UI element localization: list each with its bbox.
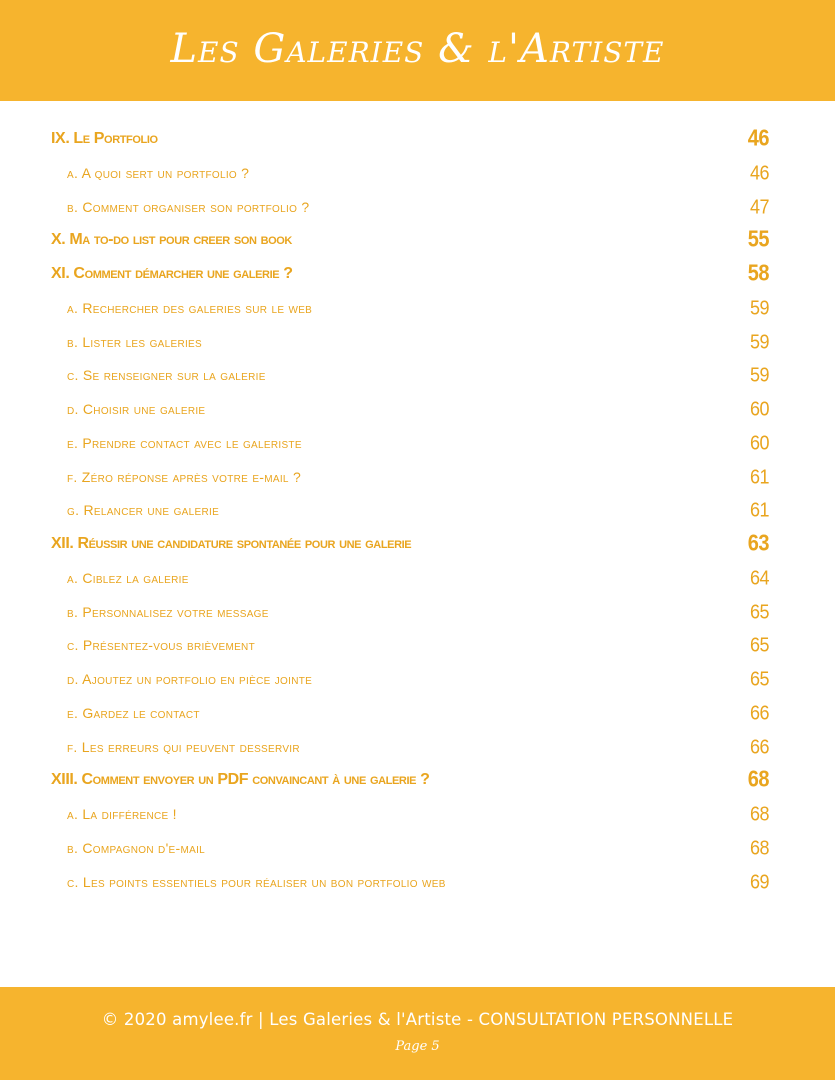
toc-entry-title: IX. Le Portfolio (51, 130, 158, 147)
toc-entry-page-number: 60 (749, 430, 769, 454)
toc-section-entry[interactable] (0, 462, 835, 492)
toc-entry-title: f. Zéro réponse après votre e-mail ? (67, 468, 302, 485)
toc-chapter-entry[interactable] (0, 529, 835, 559)
toc-entry-title: XII. Réussir une candidature spontanée pour une galerie (51, 535, 412, 552)
toc-entry-title: XIII. Comment envoyer un PDF convaincant à une galerie ? (51, 771, 430, 789)
toc-section-entry[interactable] (0, 799, 835, 829)
toc-entry-title: f. Les erreurs qui peuvent desservir (67, 738, 300, 755)
footer-page-number: Page 5 (395, 1039, 440, 1054)
toc-entry-page-number: 64 (749, 565, 769, 589)
page-header (0, 0, 835, 101)
toc-entry-page-number: 60 (749, 396, 769, 420)
toc-chapter-entry[interactable] (0, 765, 835, 795)
toc-entry-title: b. Comment organiser son portfolio ? (67, 198, 310, 215)
toc-entry-title: c. Présentez-vous brièvement (67, 637, 255, 654)
toc-entry-title: b. Personnalisez votre message (67, 603, 269, 620)
toc-entry-title: a. Rechercher des galeries sur le web (67, 299, 313, 316)
toc-entry-title: XI. Comment démarcher une galerie ? (51, 265, 293, 282)
page-footer (0, 987, 835, 1080)
toc-entry-title: b. Lister les galeries (67, 333, 202, 350)
toc-entry-page-number: 68 (749, 835, 769, 859)
toc-entry-title: d. Choisir une galerie (67, 401, 206, 417)
toc-section-entry[interactable] (0, 360, 835, 390)
page-title: Les Galeries & l'Artiste (170, 25, 665, 72)
toc-section-entry[interactable] (0, 158, 835, 188)
toc-entry-title: e. Gardez le contact (67, 704, 200, 721)
toc-section-entry[interactable] (0, 732, 835, 762)
toc-entry-title: a. Ciblez la galerie (67, 569, 189, 586)
toc-section-entry[interactable] (0, 563, 835, 593)
footer-copyright: © 2020 amylee.fr | Les Galeries & l'Artiste - CONSULTATION PERSONNELLE (101, 1010, 734, 1029)
toc-entry-title: c. Les points essentiels pour réaliser un bon portfolio web (67, 873, 446, 890)
toc-section-entry[interactable] (0, 293, 835, 323)
toc-entry-title: X. Ma to-do list pour creer son book (51, 231, 292, 249)
toc-entry-title: e. Prendre contact avec le galeriste (67, 434, 302, 451)
toc-entry-page-number: 65 (749, 666, 769, 690)
toc-entry-page-number: 61 (749, 498, 769, 522)
toc-chapter-entry[interactable] (0, 225, 835, 255)
toc-section-entry[interactable] (0, 597, 835, 627)
toc-entry-page-number: 68 (747, 767, 769, 793)
toc-section-entry[interactable] (0, 327, 835, 357)
toc-entry-page-number: 68 (749, 801, 769, 825)
toc-entry-page-number: 59 (749, 363, 769, 387)
toc-entry-page-number: 58 (747, 260, 769, 287)
toc-section-entry[interactable] (0, 428, 835, 458)
toc-entry-page-number: 69 (749, 869, 769, 893)
toc-chapter-entry[interactable] (0, 259, 835, 289)
toc-section-entry[interactable] (0, 698, 835, 728)
toc-section-entry[interactable] (0, 833, 835, 863)
toc-entry-title: a. A quoi sert un portfolio ? (67, 164, 250, 181)
toc-entry-page-number: 46 (747, 125, 769, 152)
toc-entry-page-number: 66 (749, 700, 769, 724)
toc-entry-page-number: 47 (749, 194, 769, 218)
toc-entry-title: d. Ajoutez un portfolio en pièce jointe (67, 671, 313, 687)
toc-section-entry[interactable] (0, 630, 835, 660)
toc-section-entry[interactable] (0, 192, 835, 222)
toc-section-entry[interactable] (0, 495, 835, 525)
toc-section-entry[interactable] (0, 867, 835, 897)
toc-entry-page-number: 65 (749, 599, 769, 623)
toc-entry-title: c. Se renseigner sur la galerie (67, 367, 266, 384)
toc-entry-page-number: 63 (747, 530, 769, 557)
toc-section-entry[interactable] (0, 664, 835, 694)
toc-section-entry[interactable] (0, 394, 835, 424)
toc-entry-page-number: 59 (749, 329, 769, 353)
toc-entry-title: g. Relancer une galerie (67, 502, 220, 519)
toc-entry-page-number: 55 (747, 227, 769, 253)
toc-entry-title: a. La différence ! (67, 806, 177, 822)
toc-entry-title: b. Compagnon d'e-mail (67, 839, 206, 856)
toc-entry-page-number: 66 (749, 734, 769, 758)
toc-entry-page-number: 61 (749, 464, 769, 488)
toc-entry-page-number: 59 (749, 295, 769, 319)
toc-entry-page-number: 46 (749, 160, 769, 184)
toc-entry-page-number: 65 (749, 633, 769, 657)
toc-chapter-entry[interactable] (0, 124, 835, 154)
